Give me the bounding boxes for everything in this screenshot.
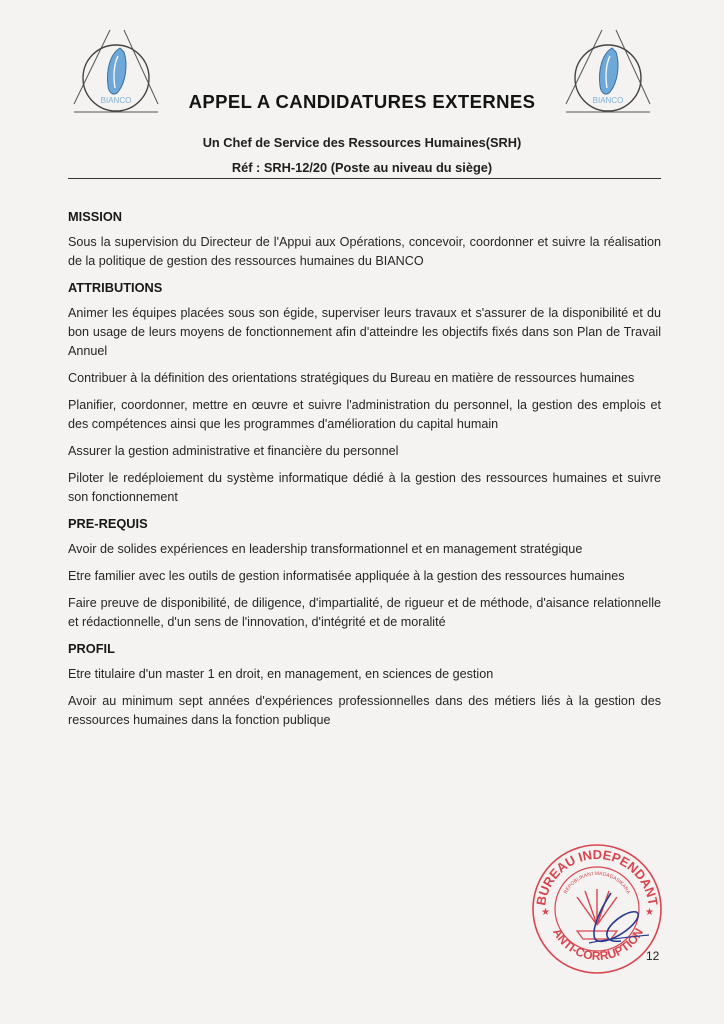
section-heading: MISSION [68,209,123,224]
section-profil [68,640,661,730]
header-divider [68,178,661,179]
document-body [68,208,661,738]
paragraph: Sous la supervision du Directeur de l'Appui aux Opérations, concevoir, coordonner et suivre la réalisation de la politique de gestion des ressources humaines du BIANCO [68,235,661,268]
svg-text:★: ★ [645,907,654,918]
paragraph: Animer les équipes placées sous son égide, superviser leurs travaux et s'assurer de la disponibilité et du bon usage de leurs moyens de fonctionnement afin d'atteindre les objectifs fixés dans son Plan de Travail Annuel [68,306,661,358]
svg-text:REPOBLIKAN'I MADAGASIKARA: REPOBLIKAN'I MADAGASIKARA [562,870,632,896]
paragraph: Piloter le redéploiement du système informatique dédié à la gestion des ressources humaines et suivre son fonctionnement [68,471,661,504]
section-heading: PRE-REQUIS [68,516,148,531]
paragraph: Assurer la gestion administrative et financière du personnel [68,444,399,458]
section-heading: PROFIL [68,641,115,656]
job-reference: Réf : SRH-12/20 (Poste au niveau du siège) [231,160,493,175]
paragraph: Avoir au minimum sept années d'expériences professionnelles dans des métiers liés à la gestion des ressources humaines dans la fonction publique [68,694,661,727]
page-number: 12 [646,949,660,963]
svg-text:BIANCO: BIANCO [100,96,132,105]
svg-text:★: ★ [541,907,550,918]
job-title: Un Chef de Service des Ressources Humaines(SRH) [202,135,522,150]
document-title: APPEL A CANDIDATURES EXTERNES [188,91,536,112]
svg-text:ANTI-CORRUPTION: ANTI-CORRUPTION [550,925,646,964]
svg-text:BUREAU INDEPENDANT: BUREAU INDEPENDANT [533,846,661,907]
section-attributions [68,279,661,507]
paragraph: Faire preuve de disponibilité, de diligence, d'impartialité, de rigueur et de méthode, d'aisance relationnelle et rédactionnelle, d'un sens de l'innovation, d'intégrité et de moralité [68,596,661,629]
paragraph: Planifier, coordonner, mettre en œuvre et suivre l'administration du personnel, la gestion des emplois et des compétences ainsi que les programmes d'amélioration du capital humain [68,398,661,431]
section-mission [68,208,661,271]
section-heading: ATTRIBUTIONS [68,280,163,295]
paragraph: Etre familier avec les outils de gestion informatisée appliquée à la gestion des ressources humaines [68,569,625,583]
paragraph: Contribuer à la définition des orientations stratégiques du Bureau en matière de ressources humaines [68,371,635,385]
paragraph: Etre titulaire d'un master 1 en droit, en management, en sciences de gestion [68,667,494,681]
paragraph: Avoir de solides expériences en leadership transformationnel et en management stratégique [68,542,583,556]
svg-text:BIANCO: BIANCO [592,96,624,105]
section-prerequis [68,515,661,632]
